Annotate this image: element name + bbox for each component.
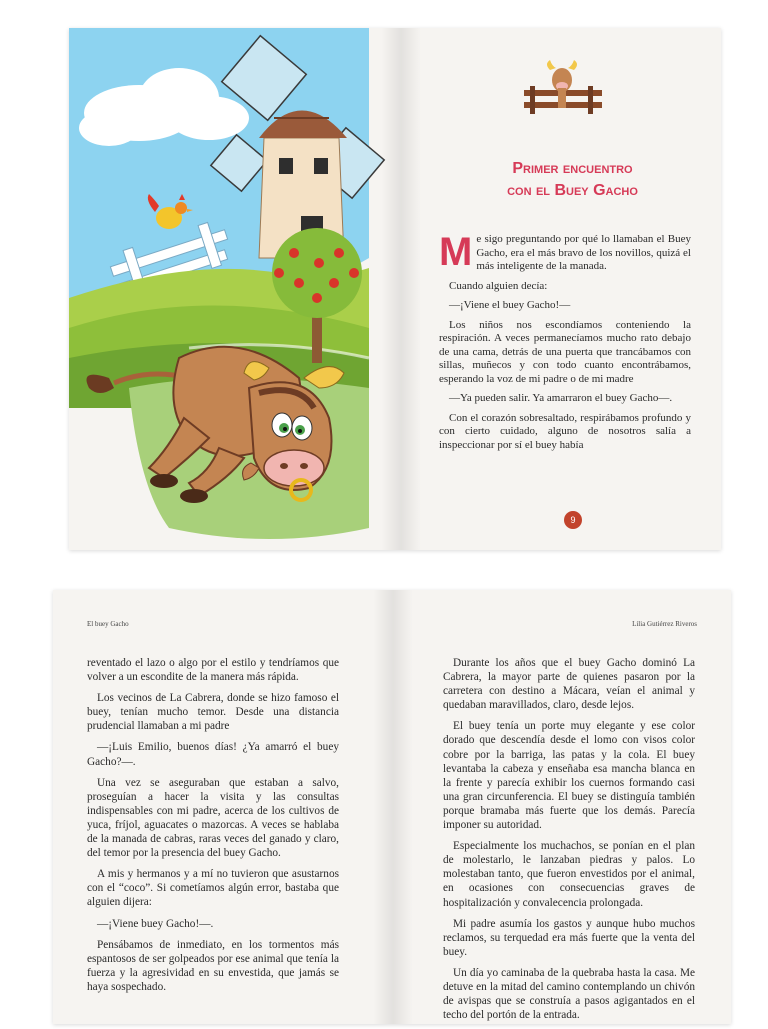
paragraph: —¡Viene el buey Gacho!— — [449, 299, 571, 311]
running-head-left: El buey Gacho — [87, 620, 129, 628]
paragraph: —¡Viene buey Gacho!—. — [97, 917, 214, 930]
bull-fence-icon — [516, 58, 608, 116]
paragraph: reventado el lazo o algo por el estilo y tendríamos que volver a un escondite de la manera más rápida. — [87, 657, 339, 684]
right-page-column — [443, 656, 695, 1029]
chapter-body-text — [439, 230, 691, 458]
chapter-title-line-1: Primer encuentro — [512, 160, 633, 177]
paragraph: Con el corazón sobresaltado, respirábamos profundo y con cierto cuidado, alguno de nosotros salía a inspeccionar por sí el buey había — [439, 411, 691, 451]
paragraph: Los niños nos escondíamos conteniendo la respiración. A veces permanecíamos mucho rato debajo de una cama, detrás de una puerta que trancábamos con sillas, muñecos y con todo cuanto encontrábamos, esperando la voz de mi padre o de mi madre — [439, 318, 691, 385]
paragraph: —¡Luis Emilio, buenos días! ¿Ya amarró el buey Gacho?—. — [87, 741, 339, 768]
book-spread-top — [69, 28, 721, 550]
paragraph: El buey tenía un porte muy elegante y ese color dorado que descendía desde el lomo con visos color cobre por la barriga, las patas y la cola. El buey levantaba la cabeza y enseñaba esa mancha blanca en la frente y parecía exhibir los cuernos formando casi una gran circunferencia. El buey se distinguía también porque bramaba más fuerte que los demás. Parecía imponer su autoridad. — [443, 720, 695, 832]
paragraph: Especialmente los muchachos, se ponían en el plan de molestarlo, le lanzaban piedras y palos. Lo molestaban tanto, que fueron envestidos por el animal, en ocasiones con consecuencias graves de hospitalización y convalecencia prolongada. — [443, 840, 695, 909]
page-number-badge: 9 — [564, 511, 582, 529]
paragraph: Los vecinos de La Cabrera, donde se hizo famoso el buey, tenían mucho temor. Desde una distancia prudencial llamaban a mi padre — [87, 692, 339, 733]
chapter-title-line-2: con el Buey Gacho — [507, 182, 638, 199]
paragraph: Una vez se aseguraban que estaban a salvo, proseguían a hacer la visita y las consultas indispensables con mi padre, acerca de los cultivos de yuca, fríjol, aguacates o mazorcas. A veces se hablaba de la manada de cabras, raras veces del ganado y claro, del temor por la presencia del buey Gacho. — [87, 776, 339, 860]
paragraph: Cuando alguien decía: — [449, 279, 548, 292]
drop-cap: M — [439, 230, 473, 274]
paragraph: Durante los años que el buey Gacho dominó La Cabrera, la mayor parte de quienes pasaron por la carretera con destino a Mácara, veían el animal y quedaban maravillados, claro, desde lejos. — [443, 657, 695, 712]
spread-gutter — [381, 28, 421, 550]
paragraph: e sigo preguntando por qué lo llamaban el Buey Gacho, era el más bravo de los novillos, quizá el más inteligente de la manada. — [476, 233, 691, 272]
paragraph: Mi padre asumía los gastos y aunque hubo muchos reclamos, su terquedad era más fuerte que la venta del buey. — [443, 917, 695, 958]
paragraph: Pensábamos de inmediato, en los tormentos más espantosos de ser golpeados por ese animal que tenía la fuerza y la agresividad en su envestida, que jamás se haya sospechado. — [87, 938, 339, 993]
paragraph: A mis y hermanos y a mí no tuvieron que asustarnos con el “coco”. Si cometíamos algún error, bastaba que alguien dijera: — [87, 868, 339, 909]
book-spread-bottom — [53, 590, 731, 1024]
paragraph: Un día yo caminaba de la quebraba hasta la casa. Me detuve en la mitad del camino contemplando un chivón de avispas que se construía a pasos agigantados en el techo del portón de la entrada. — [443, 966, 695, 1022]
right-page-chapter-start — [424, 28, 721, 550]
bull-windmill-illustration — [69, 28, 387, 550]
spread-gutter — [373, 590, 413, 1024]
chapter-title — [424, 158, 721, 202]
paragraph: —Ya pueden salir. Ya amarraron el buey Gacho—. — [449, 392, 673, 404]
running-head-right: Lilia Gutiérrez Riveros — [632, 620, 697, 628]
left-page-column — [87, 656, 339, 1001]
